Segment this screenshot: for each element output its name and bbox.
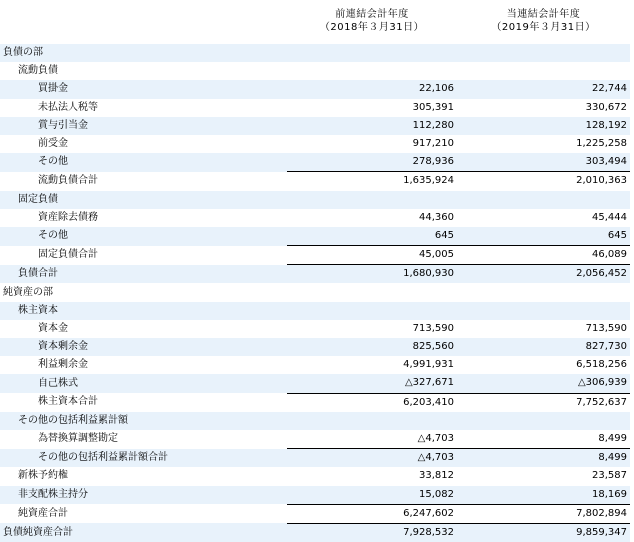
table-row	[0, 320, 630, 338]
prev-year-value	[287, 191, 457, 209]
table-row	[0, 44, 630, 62]
current-year-value: 8,499	[457, 430, 630, 449]
current-year-value: 827,730	[457, 338, 630, 356]
prev-year-value	[287, 44, 457, 62]
prev-year-value: 7,928,532	[287, 523, 457, 542]
current-year-value: 18,169	[457, 486, 630, 505]
row-label: 負債の部	[0, 44, 287, 62]
row-label: その他	[0, 153, 287, 172]
row-label: 未払法人税等	[0, 99, 287, 117]
row-label: 資産除去債務	[0, 209, 287, 227]
prev-year-value: 1,680,930	[287, 265, 457, 284]
table-row	[0, 283, 630, 301]
row-label: 資本金	[0, 320, 287, 338]
current-year-value	[457, 412, 630, 430]
table-row	[0, 430, 630, 449]
table-row	[0, 191, 630, 209]
current-year-value	[457, 302, 630, 320]
current-year-value: 2,056,452	[457, 265, 630, 284]
row-label: 純資産合計	[0, 504, 287, 523]
prev-year-title: 前連結会計年度	[335, 9, 409, 20]
header-current-year	[457, 8, 630, 44]
current-year-value: 6,518,256	[457, 356, 630, 374]
table-row	[0, 504, 630, 523]
prev-year-value	[287, 283, 457, 301]
row-label: 前受金	[0, 135, 287, 153]
current-year-value	[457, 44, 630, 62]
current-year-value: 303,494	[457, 153, 630, 172]
current-year-value: 9,859,347	[457, 523, 630, 542]
row-label: 株主資本合計	[0, 393, 287, 412]
table-row	[0, 374, 630, 393]
current-year-value: 22,744	[457, 80, 630, 98]
table-row	[0, 486, 630, 505]
table-row	[0, 393, 630, 412]
row-label: 買掛金	[0, 80, 287, 98]
row-label: 負債合計	[0, 265, 287, 284]
prev-year-value: 305,391	[287, 99, 457, 117]
row-label: その他の包括利益累計額	[0, 412, 287, 430]
balance-sheet-body	[0, 44, 630, 542]
current-year-value: 7,802,894	[457, 504, 630, 523]
prev-year-value: △4,703	[287, 430, 457, 449]
row-label: 固定負債	[0, 191, 287, 209]
table-row	[0, 356, 630, 374]
prev-year-value: 278,936	[287, 153, 457, 172]
table-row	[0, 338, 630, 356]
prev-year-value	[287, 302, 457, 320]
row-label: その他の包括利益累計額合計	[0, 449, 287, 468]
header-row	[0, 8, 630, 44]
prev-year-value: 713,590	[287, 320, 457, 338]
table-row	[0, 412, 630, 430]
prev-year-value: 1,635,924	[287, 172, 457, 191]
row-label: 自己株式	[0, 374, 287, 393]
current-year-value: 23,587	[457, 467, 630, 485]
prev-year-value: 825,560	[287, 338, 457, 356]
prev-year-value: 112,280	[287, 117, 457, 135]
row-label: 賞与引当金	[0, 117, 287, 135]
row-label: 為替換算調整勘定	[0, 430, 287, 449]
prev-year-value: △4,703	[287, 449, 457, 468]
header-prev-year	[287, 8, 457, 44]
current-year-date: （2019年３月31日）	[491, 22, 596, 33]
table-row	[0, 302, 630, 320]
table-row	[0, 153, 630, 172]
prev-year-value: 22,106	[287, 80, 457, 98]
row-label: 負債純資産合計	[0, 523, 287, 542]
table-row	[0, 227, 630, 246]
table-row	[0, 246, 630, 265]
table-row	[0, 172, 630, 191]
row-label: その他	[0, 227, 287, 246]
current-year-value: △306,939	[457, 374, 630, 393]
row-label: 利益剰余金	[0, 356, 287, 374]
row-label: 新株予約権	[0, 467, 287, 485]
row-label: 非支配株主持分	[0, 486, 287, 505]
prev-year-value: △327,671	[287, 374, 457, 393]
prev-year-value: 15,082	[287, 486, 457, 505]
table-row	[0, 80, 630, 98]
prev-year-value	[287, 62, 457, 80]
table-row	[0, 135, 630, 153]
table-row	[0, 467, 630, 485]
table-row	[0, 523, 630, 542]
current-year-value: 45,444	[457, 209, 630, 227]
current-year-value: 1,225,258	[457, 135, 630, 153]
row-label: 固定負債合計	[0, 246, 287, 265]
prev-year-value: 6,247,602	[287, 504, 457, 523]
prev-year-value: 4,991,931	[287, 356, 457, 374]
prev-year-value: 645	[287, 227, 457, 246]
current-year-value	[457, 62, 630, 80]
row-label: 流動負債合計	[0, 172, 287, 191]
current-year-value: 713,590	[457, 320, 630, 338]
prev-year-value: 6,203,410	[287, 393, 457, 412]
current-year-value: 2,010,363	[457, 172, 630, 191]
current-year-value: 330,672	[457, 99, 630, 117]
table-row	[0, 99, 630, 117]
prev-year-value: 33,812	[287, 467, 457, 485]
row-label: 純資産の部	[0, 283, 287, 301]
current-year-value: 7,752,637	[457, 393, 630, 412]
table-row	[0, 209, 630, 227]
current-year-value: 46,089	[457, 246, 630, 265]
row-label: 流動負債	[0, 62, 287, 80]
prev-year-value: 917,210	[287, 135, 457, 153]
table-row	[0, 265, 630, 284]
prev-year-value	[287, 412, 457, 430]
current-year-value: 128,192	[457, 117, 630, 135]
table-row	[0, 449, 630, 468]
current-year-value: 8,499	[457, 449, 630, 468]
balance-sheet-table	[0, 8, 630, 542]
prev-year-value: 45,005	[287, 246, 457, 265]
row-label: 資本剰余金	[0, 338, 287, 356]
table-row	[0, 62, 630, 80]
current-year-title: 当連結会計年度	[506, 9, 581, 20]
prev-year-date: （2018年３月31日）	[319, 22, 425, 33]
table-row	[0, 117, 630, 135]
current-year-value	[457, 191, 630, 209]
row-label: 株主資本	[0, 302, 287, 320]
prev-year-value: 44,360	[287, 209, 457, 227]
current-year-value	[457, 283, 630, 301]
header-blank-cell	[0, 8, 287, 44]
current-year-value: 645	[457, 227, 630, 246]
